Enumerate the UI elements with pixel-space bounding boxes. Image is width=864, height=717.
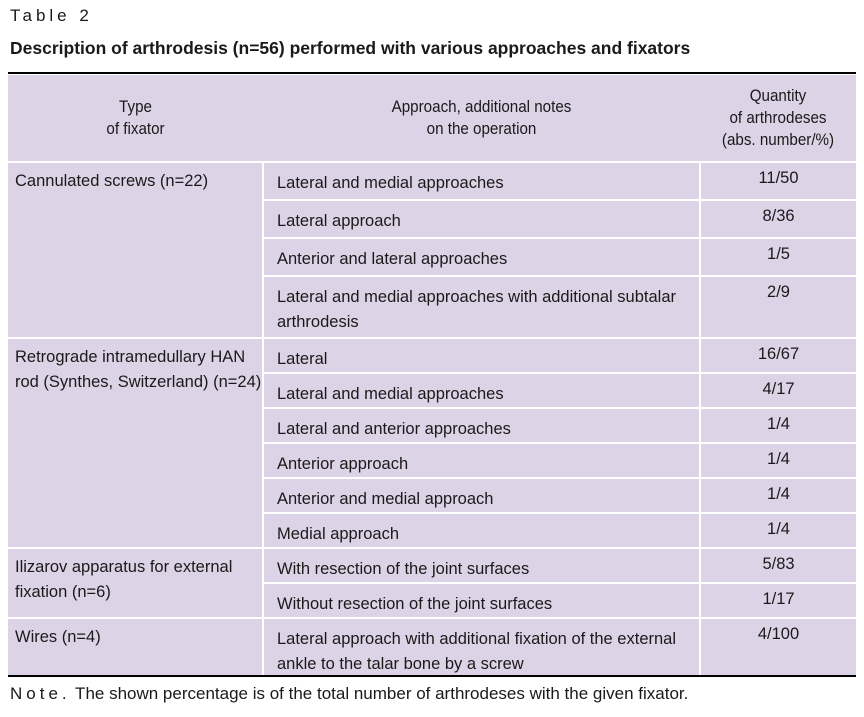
header-quantity bbox=[706, 75, 850, 162]
table-row bbox=[8, 338, 856, 373]
approach-cell: Lateral approach with additional fixation of the external ankle to the talar bone by a screw bbox=[263, 618, 700, 678]
header-line: Type bbox=[119, 98, 152, 116]
table-label: Table 2 bbox=[10, 6, 93, 25]
approach-cell: With resection of the joint surfaces bbox=[263, 548, 700, 583]
quantity-cell: 1/4 bbox=[700, 513, 856, 548]
approach-cell: Lateral and medial approaches bbox=[263, 162, 700, 200]
fixator-cell: Retrograde intramedullary HAN rod (Synthes, Switzerland) (n=24) bbox=[8, 338, 263, 548]
note-label: Note. bbox=[10, 684, 71, 703]
fixator-cell: Ilizarov apparatus for external fixation (n=6) bbox=[8, 548, 263, 618]
header-line: on the operation bbox=[426, 120, 537, 138]
table-note bbox=[10, 684, 688, 704]
quantity-cell: 1/4 bbox=[700, 478, 856, 513]
fixator-cell: Wires (n=4) bbox=[8, 618, 263, 678]
header-line: of fixator bbox=[106, 120, 165, 138]
header-line: (abs. number/%) bbox=[721, 131, 835, 149]
header-row bbox=[8, 75, 856, 162]
approach-cell: Lateral bbox=[263, 338, 700, 373]
approach-cell: Medial approach bbox=[263, 513, 700, 548]
approach-cell: Lateral and medial approaches with additional subtalar arthrodesis bbox=[263, 276, 700, 338]
bottom-rule bbox=[8, 675, 856, 677]
quantity-cell: 5/83 bbox=[700, 548, 856, 583]
approach-cell: Lateral approach bbox=[263, 200, 700, 238]
header-line: of arthrodeses bbox=[729, 109, 827, 127]
approach-cell: Lateral and anterior approaches bbox=[263, 408, 700, 443]
quantity-cell: 1/5 bbox=[700, 238, 856, 276]
table-row bbox=[8, 162, 856, 200]
note-text: The shown percentage is of the total number of arthrodeses with the given fixator. bbox=[70, 684, 689, 703]
approach-cell: Lateral and medial approaches bbox=[263, 373, 700, 408]
quantity-cell: 1/17 bbox=[700, 583, 856, 618]
approach-cell: Anterior approach bbox=[263, 443, 700, 478]
quantity-cell: 1/4 bbox=[700, 408, 856, 443]
top-rule bbox=[8, 72, 856, 74]
table-row bbox=[8, 548, 856, 583]
fixator-cell: Cannulated screws (n=22) bbox=[8, 162, 263, 338]
header-line: Approach, additional notes bbox=[391, 98, 572, 116]
quantity-cell: 8/36 bbox=[700, 200, 856, 238]
approach-cell: Anterior and medial approach bbox=[263, 478, 700, 513]
quantity-cell: 4/100 bbox=[700, 618, 856, 678]
quantity-cell: 2/9 bbox=[700, 276, 856, 338]
header-approach bbox=[280, 75, 682, 162]
quantity-cell: 11/50 bbox=[700, 162, 856, 200]
arthrodesis-table bbox=[8, 75, 856, 679]
approach-cell: Anterior and lateral approaches bbox=[263, 238, 700, 276]
table-caption: Description of arthrodesis (n=56) performed with various approaches and fixators bbox=[10, 38, 691, 58]
quantity-cell: 1/4 bbox=[700, 443, 856, 478]
quantity-cell: 16/67 bbox=[700, 338, 856, 373]
quantity-cell: 4/17 bbox=[700, 373, 856, 408]
header-line: Quantity bbox=[749, 87, 807, 105]
table-row bbox=[8, 618, 856, 678]
header-type-of-fixator bbox=[18, 75, 253, 162]
approach-cell: Without resection of the joint surfaces bbox=[263, 583, 700, 618]
